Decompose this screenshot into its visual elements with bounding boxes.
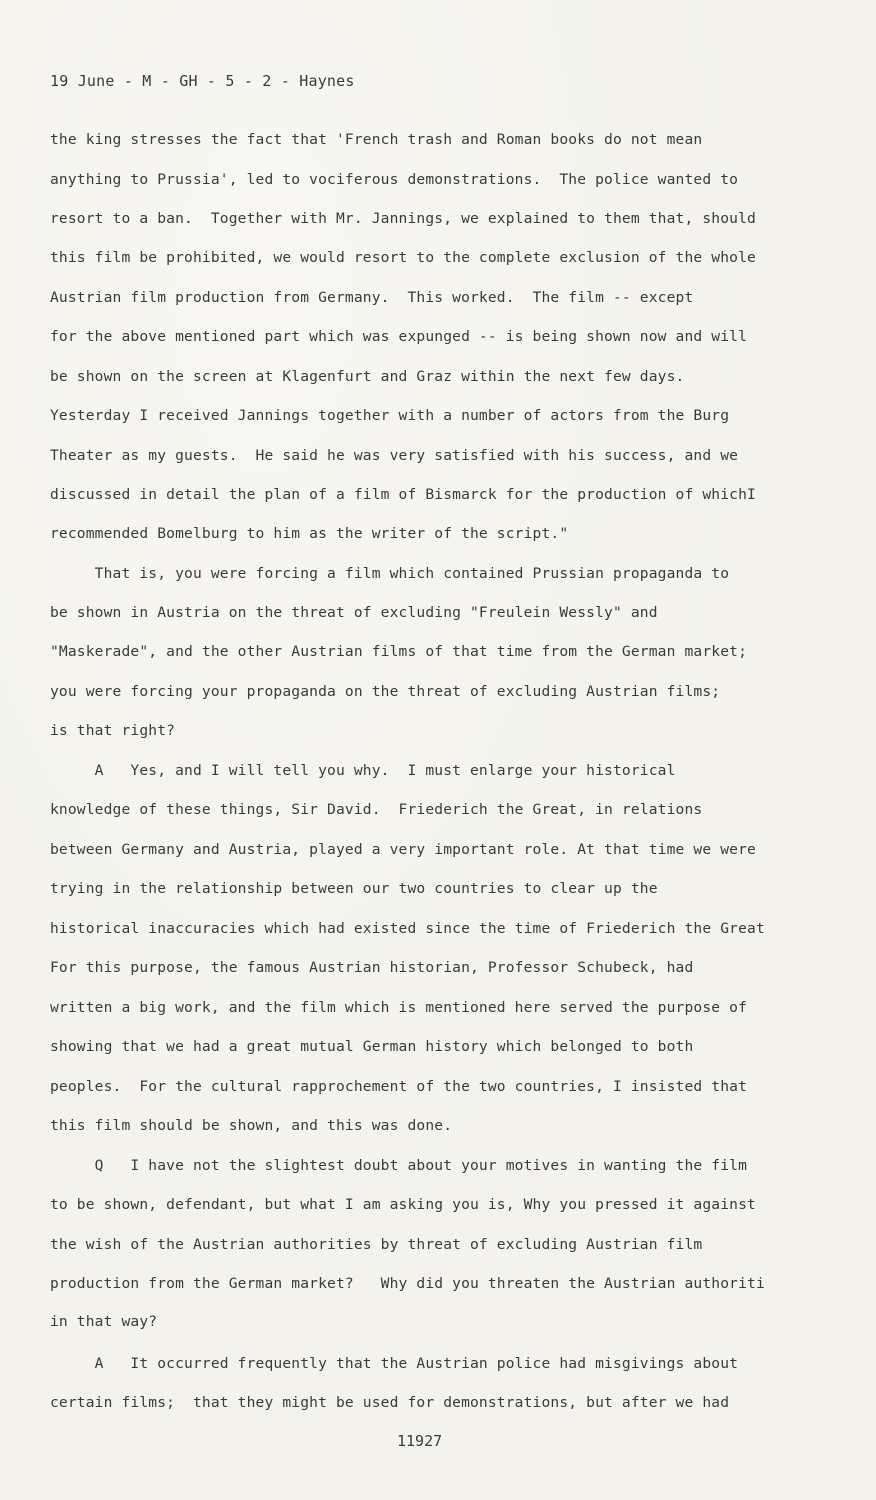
- text-line: Theater as my guests. He said he was very satisfied with his success, and we: [50, 447, 739, 464]
- text-line: be shown in Austria on the threat of excluding "Freulein Wessly" and: [50, 604, 658, 621]
- text-line: historical inaccuracies which had existed since the time of Friederich the Great: [50, 920, 765, 937]
- text-line: knowledge of these things, Sir David. Friederich the Great, in relations: [50, 801, 703, 818]
- text-line: for the above mentioned part which was expunged -- is being shown now and will: [50, 328, 748, 345]
- text-line: anything to Prussia', led to vociferous demonstrations. The police wanted to: [50, 171, 739, 188]
- text-line: to be shown, defendant, but what I am asking you is, Why you pressed it against: [50, 1196, 756, 1213]
- text-line: production from the German market? Why did you threaten the Austrian authoriti: [50, 1275, 765, 1292]
- text-line: For this purpose, the famous Austrian historian, Professor Schubeck, had: [50, 959, 694, 976]
- text-line: this film should be shown, and this was done.: [50, 1117, 453, 1134]
- text-line: the wish of the Austrian authorities by threat of excluding Austrian film: [50, 1236, 703, 1253]
- text-line: in that way?: [50, 1313, 158, 1330]
- text-line: the king stresses the fact that 'French trash and Roman books do not mean: [50, 131, 703, 148]
- text-line: Q I have not the slightest doubt about your motives in wanting the film: [50, 1157, 748, 1174]
- page-number: 11927: [397, 1432, 443, 1450]
- text-line: That is, you were forcing a film which contained Prussian propaganda to: [50, 565, 730, 582]
- text-line: Austrian film production from Germany. This worked. The film -- except: [50, 289, 694, 306]
- text-line: showing that we had a great mutual German history which belonged to both: [50, 1038, 694, 1055]
- text-line: certain films; that they might be used for demonstrations, but after we had: [50, 1394, 730, 1411]
- text-line: be shown on the screen at Klagenfurt and Graz within the next few days.: [50, 368, 685, 385]
- text-line: "Maskerade", and the other Austrian films of that time from the German market;: [50, 643, 748, 660]
- text-line: you were forcing your propaganda on the threat of excluding Austrian films;: [50, 683, 721, 700]
- text-line: trying in the relationship between our two countries to clear up the: [50, 880, 658, 897]
- text-line: recommended Bomelburg to him as the writer of the script.": [50, 525, 569, 542]
- text-line: peoples. For the cultural rapprochement of the two countries, I insisted that: [50, 1078, 748, 1095]
- text-line: resort to a ban. Together with Mr. Jannings, we explained to them that, should: [50, 210, 756, 227]
- text-line: A Yes, and I will tell you why. I must enlarge your historical: [50, 762, 676, 779]
- text-line: discussed in detail the plan of a film of Bismarck for the production of whichI: [50, 486, 756, 503]
- text-line: between Germany and Austria, played a very important role. At that time we were: [50, 841, 756, 858]
- text-line: A It occurred frequently that the Austrian police had misgivings about: [50, 1355, 739, 1372]
- text-line: Yesterday I received Jannings together with a number of actors from the Burg: [50, 407, 730, 424]
- text-line: is that right?: [50, 722, 176, 739]
- text-line: written a big work, and the film which is mentioned here served the purpose of: [50, 999, 748, 1016]
- text-line: this film be prohibited, we would resort to the complete exclusion of the whole: [50, 249, 756, 266]
- page-header: 19 June - M - GH - 5 - 2 - Haynes: [50, 72, 355, 90]
